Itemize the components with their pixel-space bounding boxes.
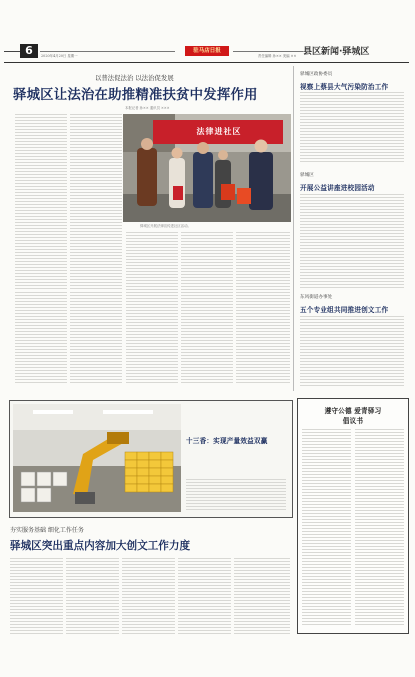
center-feature (9, 400, 293, 518)
lead-headline: 驿城区让法治在助推精准扶贫中发挥作用 (13, 88, 258, 103)
date-line: 2020年4月20日 星期一 (41, 54, 78, 58)
masthead (0, 38, 415, 64)
editor-line: 责任编辑 孙×× 美编 ×× (258, 54, 297, 58)
right-item2-kicker: 驿城区 (300, 173, 314, 178)
lead-photo (123, 114, 291, 222)
right-item1-headline: 视察上蔡县大气污染防治工作 (300, 83, 389, 91)
right-item1-body (300, 92, 404, 164)
center-body-col-1 (15, 292, 67, 384)
center-body-col-5 (236, 316, 290, 384)
right-item3-headline: 五个专业组共同推进创文工作 (300, 306, 389, 314)
proposal-box (297, 398, 409, 634)
right-item3-kicker: 东风街道办事处 (300, 295, 333, 300)
center-body-col-2 (70, 292, 122, 384)
right-item3-body (300, 316, 404, 388)
lead-body-col-2 (70, 114, 122, 290)
bottom-body-col-5 (234, 558, 290, 634)
lead-byline: 本报记者 孙×× 通讯员 ××× (125, 106, 170, 110)
page-number: 6 (20, 44, 38, 58)
section-title: 县区新闻·驿城区 (303, 47, 370, 57)
right-item2-body (300, 194, 404, 290)
center-body-col-4 (181, 316, 233, 384)
masthead-rule-left (40, 51, 175, 52)
center-body-col-3 (126, 316, 178, 384)
bottom-headline: 驿城区突出重点内容加大创文工作力度 (10, 540, 191, 552)
lead-body-col-4 (181, 232, 233, 314)
proposal-body-col-1 (302, 429, 351, 627)
lead-photo-caption: 驿城区开展法律宣传进社区活动。 (140, 224, 191, 228)
proposal-headline-line1: 遵守公德 爱青驿习 (324, 407, 382, 415)
right-item2-headline: 开展公益讲座进校园活动 (300, 184, 375, 192)
center-feature-body (186, 479, 286, 511)
lead-photo-banner: 法律进社区 (196, 127, 242, 136)
factory-photo (13, 404, 181, 512)
lead-body-col-5 (236, 232, 290, 314)
column-divider (293, 66, 294, 391)
bottom-body-col-3 (122, 558, 175, 634)
bottom-body-col-1 (10, 558, 63, 634)
masthead-top-rule (4, 51, 20, 52)
right-item1-kicker: 驿城区政协委员 (300, 72, 333, 77)
proposal-body-col-2 (355, 429, 404, 627)
lead-body-col-3 (126, 232, 178, 314)
masthead-bottom-rule (4, 62, 409, 63)
bottom-body-col-4 (178, 558, 231, 634)
center-feature-headline: 十三香：实现产量效益双赢 (186, 437, 268, 445)
bottom-body-col-2 (66, 558, 119, 634)
factory-photo-image (13, 404, 181, 512)
paper-logo: 驻马店日报 (185, 46, 229, 56)
lead-body-col-1 (15, 114, 67, 290)
lead-kicker: 以普法促法治 以法治促发展 (95, 74, 174, 82)
proposal-headline-line2: 倡议书 (342, 417, 364, 425)
bottom-kicker: 夯实服务基础 细化工作任务 (10, 527, 84, 534)
masthead-rule-right (233, 51, 303, 52)
